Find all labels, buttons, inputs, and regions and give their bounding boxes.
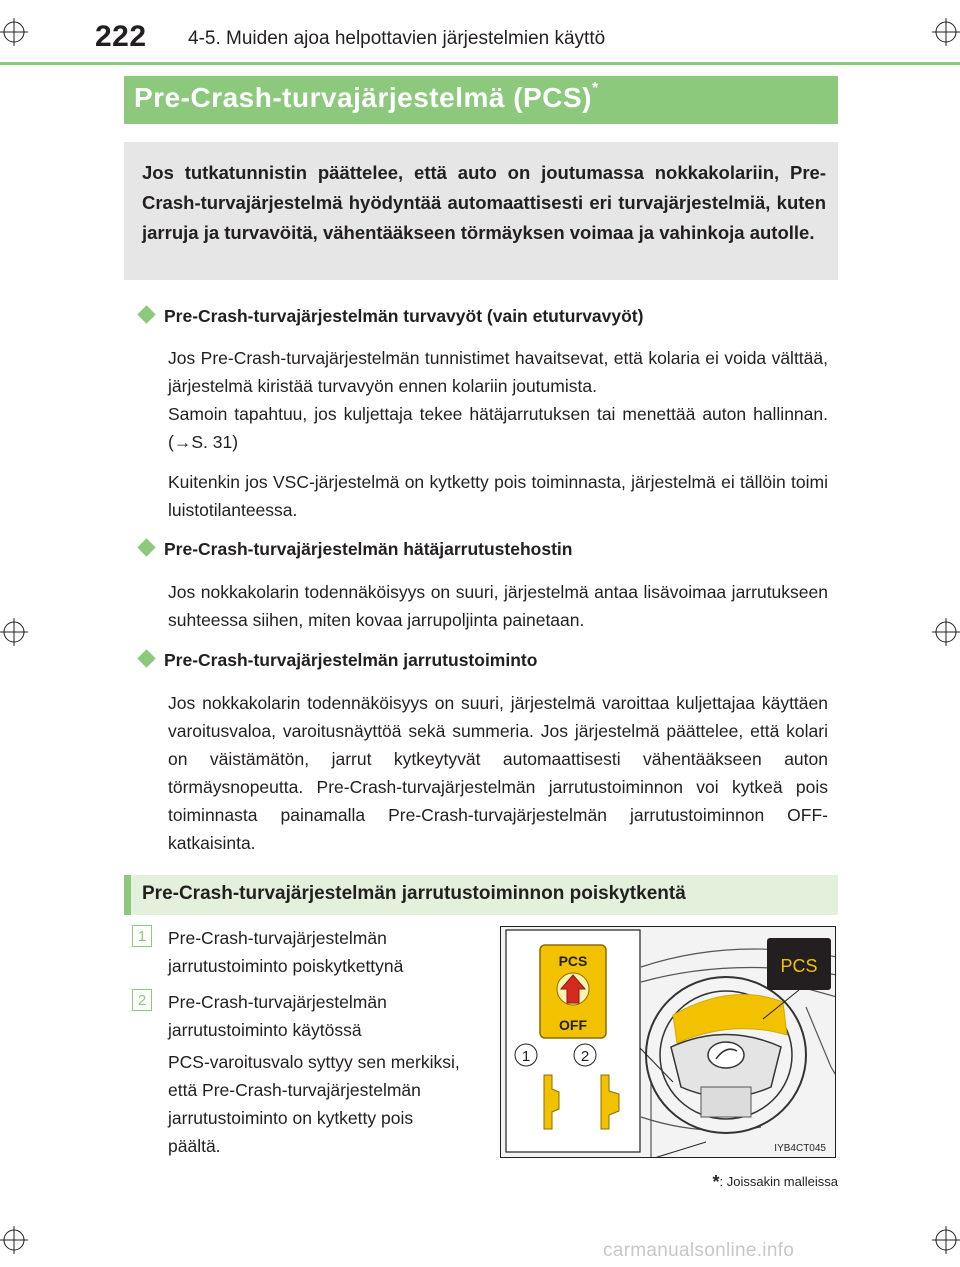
warning-light-note: PCS-varoitusvalo syttyy sen merkiksi, että Pre-Crash-turvajärjestelmän jarrutustoiminto on kytketty pois päältä. (168, 1052, 460, 1156)
page-number: 222 (95, 20, 147, 53)
braking-paragraph: Jos nokkakolarin todennäköisyys on suuri, järjestelmä varoittaa kuljettajaa käyttäen varoitusvaloa, varoitusnäyttöä sekä summeria. Jos järjestelmä päättelee, että kolari on väistämätön, jarrut kytkeytyvät automaattisesti vähentääkseen auton törmäysnopeutta. Pre-Crash-turvajärjestelmän jarrutustoiminnon voi kytkeä pois toiminnasta painamalla Pre-Crash-turvajärjestelmän jarrutustoiminnon OFF-katkaisinta. (168, 693, 828, 853)
section-heading-text: Pre-Crash-turvajärjestelmän hätäjarrutustehostin (164, 539, 573, 559)
svg-text:IYB4CT045: IYB4CT045 (774, 1143, 826, 1154)
item-text-2: Pre-Crash-turvajärjestelmän jarrutustoiminto käytössä (168, 992, 387, 1040)
page-title-text: Pre-Crash-turvajärjestelmä (PCS) (134, 82, 592, 113)
section-heading-braking (140, 650, 537, 671)
footnote (712, 1172, 838, 1193)
title-asterisk: * (591, 80, 599, 97)
diamond-bullet-icon (137, 305, 155, 323)
dashboard-illustration (500, 926, 836, 1158)
section-heading-brake-assist (140, 539, 572, 560)
intro-text: Jos tutkatunnistin päättelee, että auto on joutumassa nokkakolariin, Pre-Crash-turvajärjestelmä hyödyntää automaattisesti eri turvajärjestelmiä, kuten jarruja ja turvavöitä, vähentääkseen törmäyksen voimaa ja vahinkoja autolle. (142, 162, 826, 243)
item-text-1: Pre-Crash-turvajärjestelmän jarrutustoiminto poiskytkettynä (168, 928, 404, 976)
section-heading-seatbelts (140, 306, 643, 327)
item-number-2: 2 (132, 989, 152, 1011)
footnote-text: : Joissakin malleissa (719, 1174, 838, 1189)
seatbelt-text-a: Jos Pre-Crash-turvajärjestelmän tunnistimet havaitsevat, että kolaria ei voida välttää, järjestelmä kiristää turvavyön ennen kolariin joutumista. (168, 348, 828, 396)
seatbelt-paragraph-1 (168, 344, 828, 456)
diamond-bullet-icon (137, 538, 155, 556)
deactivation-heading: Pre-Crash-turvajärjestelmän jarrutustoiminnon poiskytkentä (142, 883, 686, 904)
svg-text:2: 2 (580, 1048, 590, 1065)
item-number-1: 1 (132, 925, 152, 947)
section-heading-text: Pre-Crash-turvajärjestelmän turvavyöt (vain etuturvavyöt) (164, 306, 644, 326)
diamond-bullet-icon (137, 649, 155, 667)
svg-text:PCS: PCS (558, 953, 588, 969)
page-title (134, 82, 599, 114)
svg-text:1: 1 (521, 1048, 531, 1065)
header-rule (0, 62, 960, 65)
seatbelt-text-b: Samoin tapahtuu, jos kuljettaja tekee hätäjarrutuksen tai menettää auton hallinnan. (→S. 31) (168, 404, 828, 452)
seatbelt-paragraph-2: Kuitenkin jos VSC-järjestelmä on kytketty pois toiminnasta, järjestelmä ei tällöin toimi luistotilanteessa. (168, 472, 828, 520)
brake-assist-paragraph: Jos nokkakolarin todennäköisyys on suuri, järjestelmä antaa lisävoimaa jarrutukseen suhteessa siihen, miten kovaa jarrupoljinta painetaan. (168, 582, 828, 630)
footnote-asterisk: * (712, 1172, 720, 1192)
svg-text:OFF: OFF (559, 1017, 587, 1033)
section-heading-text: Pre-Crash-turvajärjestelmän jarrutustoiminto (164, 650, 538, 670)
chapter-title: 4-5. Muiden ajoa helpottavien järjestelmien käyttö (188, 28, 606, 49)
dashboard-drawing (501, 927, 836, 1158)
watermark: carmanualsonline.info (603, 1240, 795, 1261)
pcs-indicator-label: PCS (780, 956, 818, 976)
